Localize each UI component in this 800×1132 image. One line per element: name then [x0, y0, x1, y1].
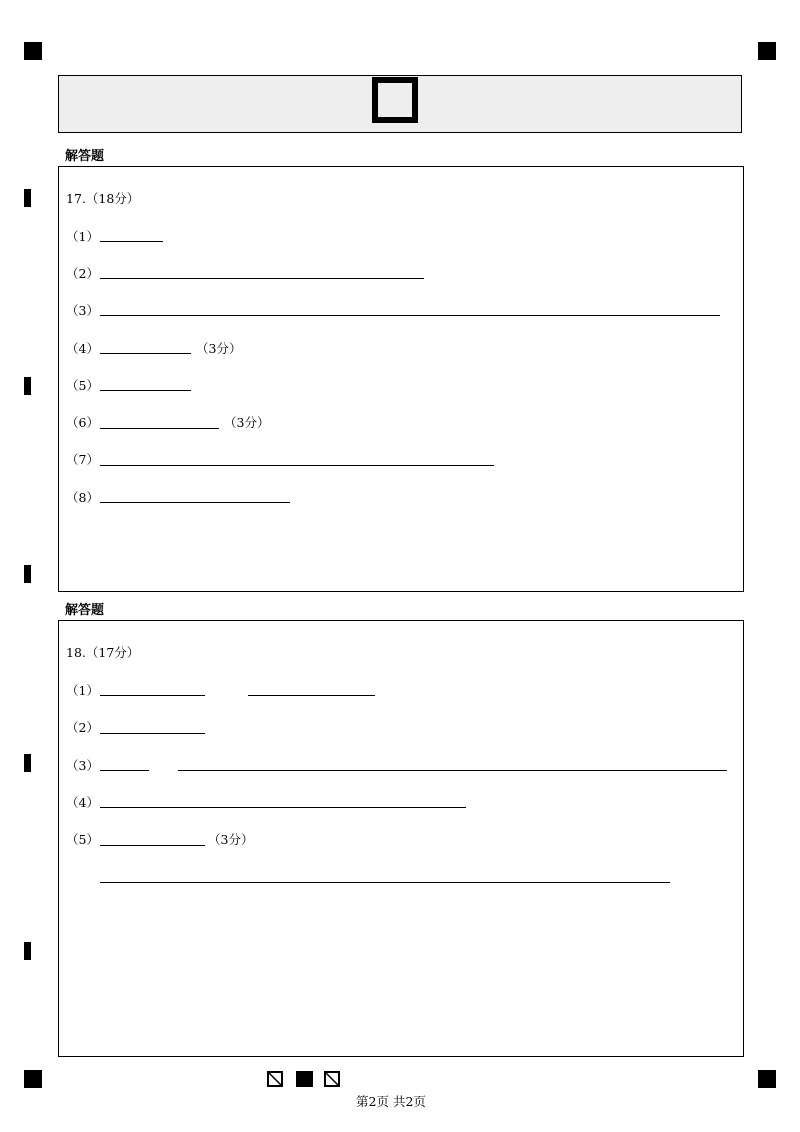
- crossed-box-mark: [324, 1071, 340, 1087]
- q17-answer-line-1[interactable]: [100, 241, 163, 242]
- q17-item-7-label: （7）: [66, 452, 99, 467]
- registration-mark-bottom-left: [24, 1070, 42, 1088]
- question-18-box[interactable]: [58, 620, 744, 1057]
- timing-mark: [24, 565, 31, 583]
- question-17-header: 17.（18分）: [66, 191, 140, 206]
- q17-item-4-label: （4）: [66, 341, 99, 356]
- question-18-header: 18.（17分）: [66, 645, 140, 660]
- q18-answer-line-2[interactable]: [100, 733, 205, 734]
- q18-answer-line-3b[interactable]: [178, 770, 727, 771]
- q17-item-1-label: （1）: [66, 229, 99, 244]
- q18-answer-line-4[interactable]: [100, 807, 466, 808]
- section-title: 解答题: [65, 603, 105, 618]
- q17-answer-line-6[interactable]: [100, 428, 219, 429]
- q17-answer-line-2[interactable]: [100, 278, 424, 279]
- q17-item-3-label: （3）: [66, 303, 99, 318]
- q18-item-5-score: （3分）: [208, 832, 254, 847]
- q18-item-4-label: （4）: [66, 795, 99, 810]
- q17-item-2-label: （2）: [66, 266, 99, 281]
- q17-answer-line-4[interactable]: [100, 353, 191, 354]
- timing-mark: [24, 754, 31, 772]
- q18-item-5-label: （5）: [66, 832, 99, 847]
- registration-mark-top-left: [24, 42, 42, 60]
- q18-answer-line-5b[interactable]: [100, 882, 670, 883]
- q18-item-1-label: （1）: [66, 683, 99, 698]
- timing-mark: [24, 377, 31, 395]
- q18-answer-line-1b[interactable]: [248, 695, 375, 696]
- q17-item-5-label: （5）: [66, 378, 99, 393]
- page-number: 第2页 共2页: [356, 1094, 426, 1109]
- question-17-box[interactable]: [58, 166, 744, 592]
- header-square-mark: [372, 77, 418, 123]
- q18-item-2-label: （2）: [66, 720, 99, 735]
- q18-answer-line-3a[interactable]: [100, 770, 149, 771]
- q18-answer-line-5[interactable]: [100, 845, 205, 846]
- registration-mark-top-right: [758, 42, 776, 60]
- q18-answer-line-1a[interactable]: [100, 695, 205, 696]
- registration-mark-bottom-right: [758, 1070, 776, 1088]
- q18-item-3-label: （3）: [66, 758, 99, 773]
- q17-item-8-label: （8）: [66, 490, 99, 505]
- filled-box-mark: [296, 1071, 313, 1087]
- crossed-box-mark: [267, 1071, 283, 1087]
- timing-mark: [24, 189, 31, 207]
- timing-mark: [24, 942, 31, 960]
- q17-item-6-label: （6）: [66, 415, 99, 430]
- q17-item-4-score: （3分）: [196, 341, 242, 356]
- q17-answer-line-7[interactable]: [100, 465, 494, 466]
- section-title: 解答题: [65, 149, 105, 164]
- q17-answer-line-3[interactable]: [100, 315, 720, 316]
- q17-answer-line-8[interactable]: [100, 502, 290, 503]
- q17-item-6-score: （3分）: [224, 415, 270, 430]
- q17-answer-line-5[interactable]: [100, 390, 191, 391]
